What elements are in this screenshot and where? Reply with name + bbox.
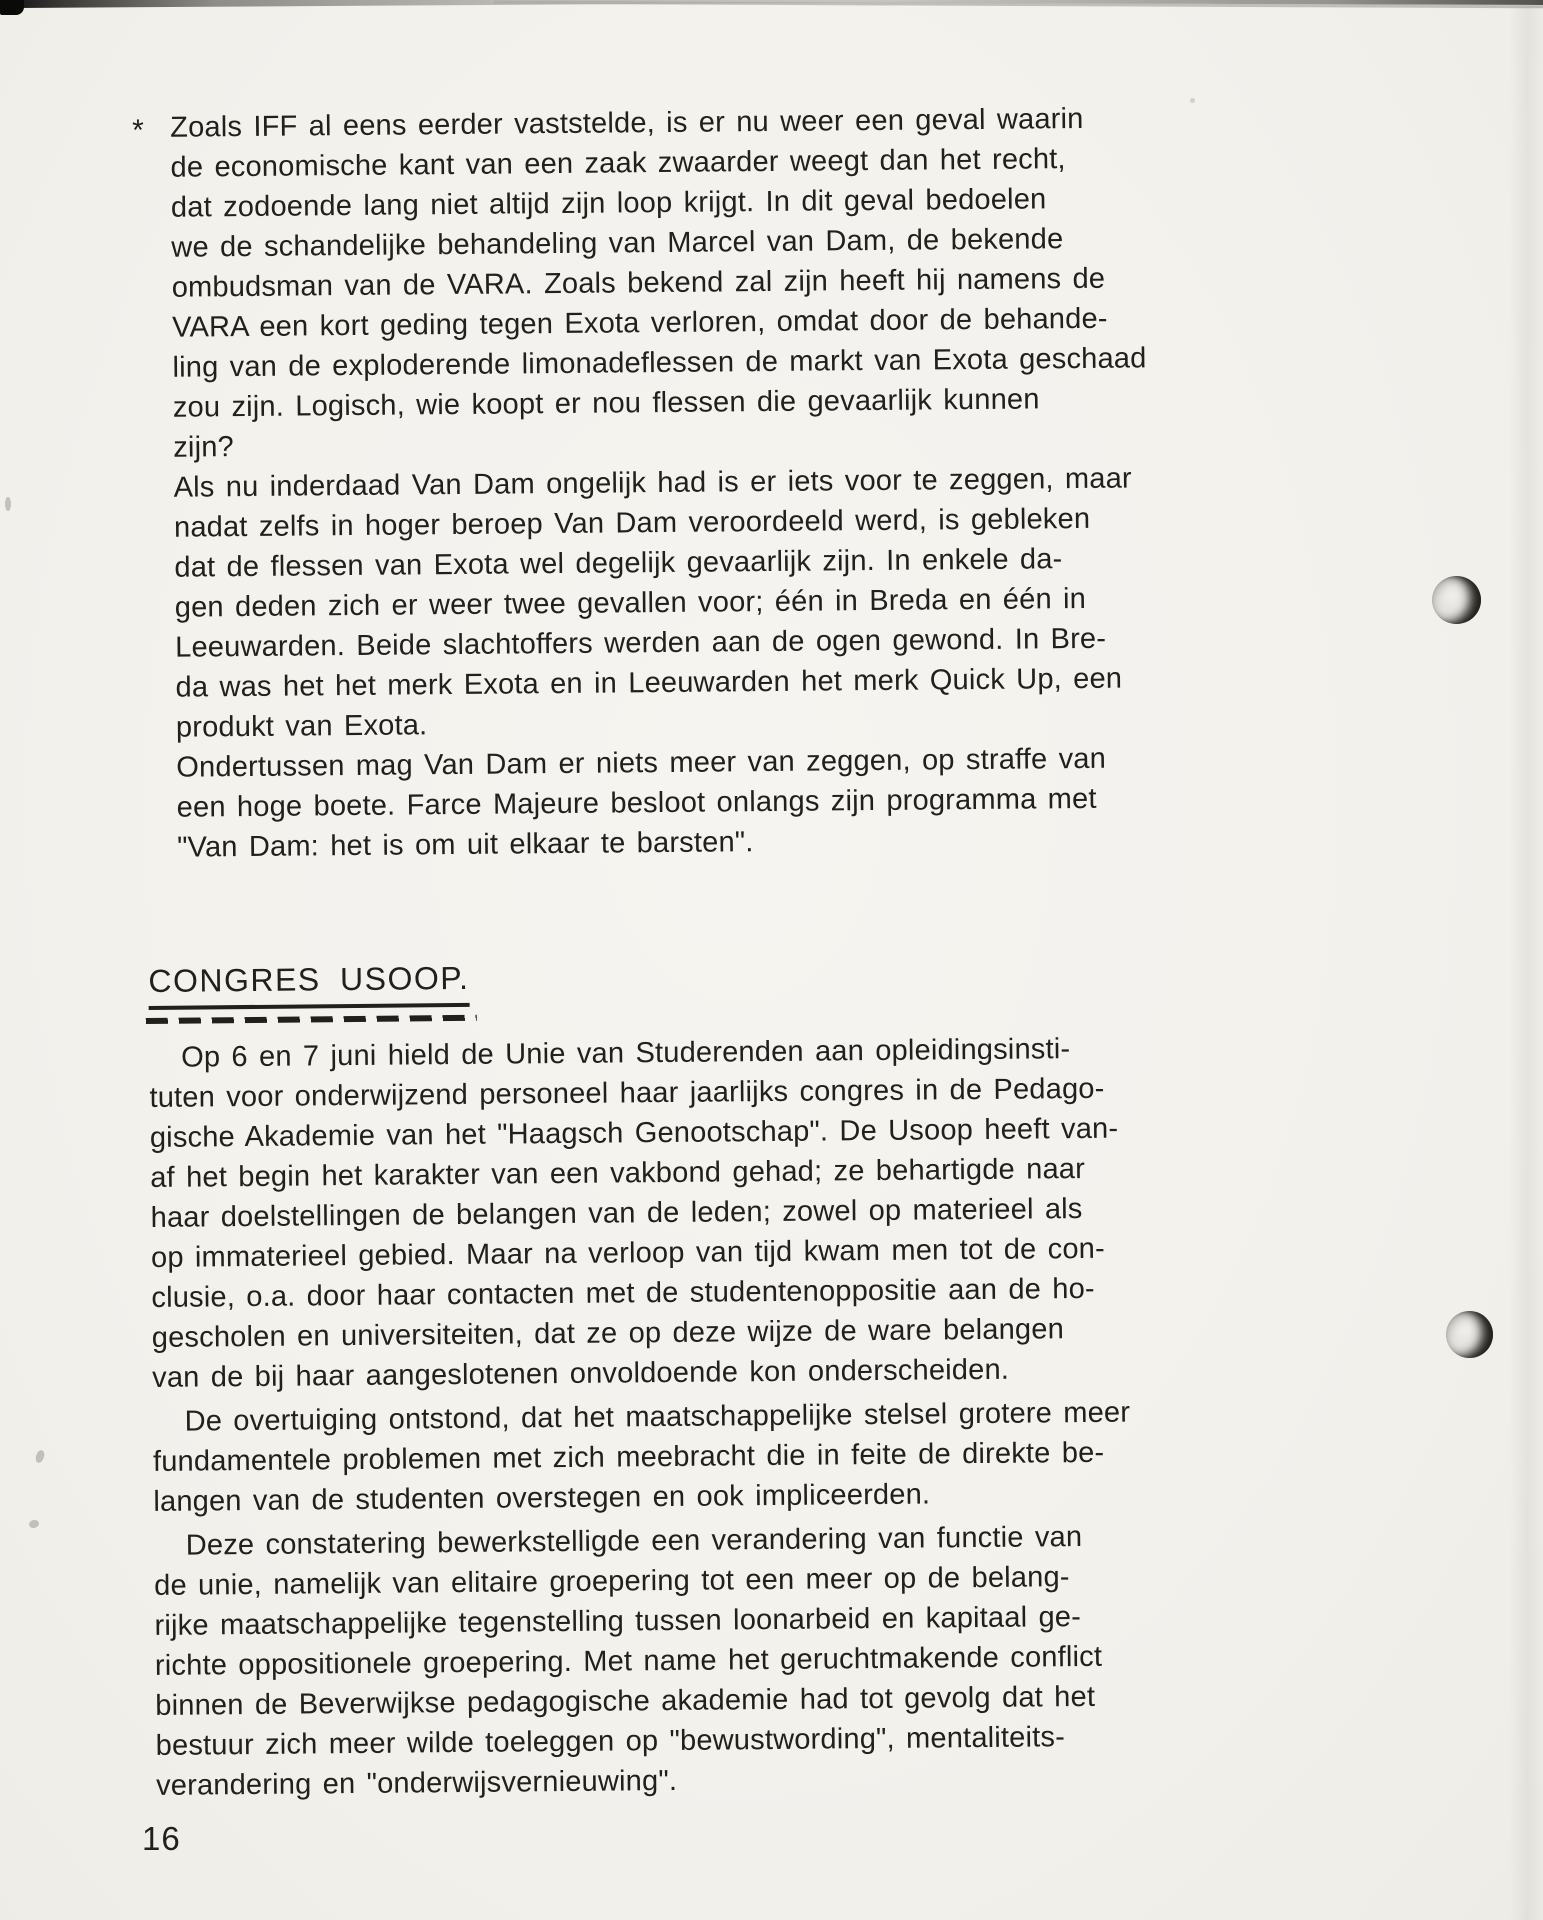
text-line: gen deden zich er weer twee gevallen voor; één in Breda en één in	[174, 582, 1087, 624]
scan-speck	[5, 497, 11, 511]
text-line: Als nu inderdaad Van Dam ongelijk had is er iets voor te zeggen, maar	[173, 462, 1132, 504]
text-line: clusie, o.a. door haar contacten met de studentenoppositie aan de ho-	[151, 1272, 1095, 1314]
paragraph-congres-3	[154, 1516, 1202, 1806]
page-edge-shadow	[1509, 0, 1543, 1920]
text-line: fundamentele problemen met zich meebracht die in feite de direkte be-	[152, 1436, 1105, 1478]
binder-hole-top	[1432, 576, 1481, 624]
text-line: Deze constatering bewerkstelligde een verandering van functie van	[185, 1521, 1083, 1562]
text-line: de unie, namelijk van elitaire groepering tot een meer op de belang-	[154, 1561, 1070, 1602]
text-line: dat de flessen van Exota wel degelijk gevaarlijk zijn. In enkele da-	[174, 543, 1063, 584]
page-content	[132, 98, 1201, 1806]
text-line: van de bij haar aangeslotenen onvoldoende kon onderscheiden.	[152, 1353, 1010, 1394]
scan-speck	[34, 1449, 46, 1464]
text-line: dat zodoende lang niet altijd zijn loop krijgt. In dit geval bedoelen	[170, 183, 1047, 224]
text-line: da was het het merk Exota en in Leeuwarden het merk Quick Up, een	[175, 662, 1123, 704]
text-line: De overtuiging ontstond, dat het maatschappelijke stelsel grotere meer	[184, 1396, 1131, 1438]
text-line: gische Akademie van het "Haagsch Genootschap". De Usoop heeft van-	[149, 1112, 1119, 1154]
text-line: af het begin het karakter van een vakbond gehad; ze behartigde naar	[150, 1152, 1086, 1194]
text-line: ombudsman van de VARA. Zoals bekend zal zijn heeft hij namens de	[171, 262, 1106, 304]
text-line: Leeuwarden. Beide slachtoffers werden aan de ogen gewond. In Bre-	[175, 622, 1107, 664]
scan-speck	[28, 1519, 39, 1529]
text-line: zou zijn. Logisch, wie koopt er nou flessen die gevaarlijk kunnen	[172, 383, 1040, 424]
asterisk-marker: *	[132, 113, 145, 148]
text-line: VARA een kort geding tegen Exota verloren, omdat door de behande-	[171, 302, 1108, 344]
text-line: Ondertussen mag Van Dam er niets meer van zeggen, op straffe van	[176, 742, 1107, 784]
bullet-paragraph	[132, 98, 1192, 868]
text-line: verandering en "onderwijsvernieuwing".	[155, 1764, 678, 1802]
text-line: "Van Dam: het is om uit elkaar te barsten".	[176, 826, 754, 864]
heading-dashed-underline	[146, 1015, 477, 1024]
text-line: ling van de exploderende limonadeflessen de markt van Exota geschaad	[172, 342, 1147, 384]
text-line: binnen de Beverwijkse pedagogische akademie had tot gevolg dat het	[155, 1680, 1096, 1722]
paragraph-congres-1	[149, 1028, 1197, 1398]
scan-speck	[1190, 98, 1195, 103]
text-line: zijn?	[173, 431, 235, 464]
text-line: langen van de studenten overstegen en ook impliceerden.	[153, 1478, 931, 1518]
text-line: Op 6 en 7 juni hield de Unie van Studerenden aan opleidingsinsti-	[180, 1033, 1071, 1074]
bullet-paragraph-lines	[170, 98, 1192, 868]
text-line: een hoge boete. Farce Majeure besloot onlangs zijn programma met	[176, 782, 1097, 824]
binder-hole-bottom	[1446, 1311, 1493, 1358]
text-line: we de schandelijke behandeling van Marcel van Dam, de bekende	[171, 223, 1064, 264]
section-heading-block	[148, 960, 470, 1024]
section-heading: CONGRES USOOP.	[148, 962, 469, 1010]
page-number: 16	[142, 1820, 181, 1857]
text-line: bestuur zich meer wilde toeleggen op "bewustwording", mentaliteits-	[155, 1721, 1066, 1762]
text-line: produkt van Exota.	[175, 709, 428, 744]
text-line: op immaterieel gebied. Maar na verloop van tijd kwam men tot de con-	[150, 1232, 1106, 1274]
text-line: haar doelstellingen de belangen van de leden; zowel op materieel als	[150, 1193, 1083, 1234]
paragraph-congres-2	[152, 1392, 1198, 1522]
text-line: nadat zelfs in hoger beroep Van Dam veroordeeld werd, is gebleken	[173, 502, 1091, 544]
text-line: tuten voor onderwijzend personeel haar jaarlijks congres in de Pedago-	[149, 1072, 1105, 1114]
congres-usoop-section	[148, 953, 1201, 1806]
text-line: richte oppositionele groepering. Met name het geruchtmakende conflict	[154, 1640, 1103, 1682]
text-line: de economische kant van een zaak zwaarder weegt dan het recht,	[170, 143, 1066, 184]
scan-corner-artifact	[0, 0, 24, 15]
text-line: gescholen en universiteiten, dat ze op deze wijze de ware belangen	[151, 1313, 1065, 1354]
text-line: rijke maatschappelijke tegenstelling tussen loonarbeid en kapitaal ge-	[154, 1601, 1082, 1642]
text-line: Zoals IFF al eens eerder vaststelde, is er nu weer een geval waarin	[170, 102, 1084, 144]
